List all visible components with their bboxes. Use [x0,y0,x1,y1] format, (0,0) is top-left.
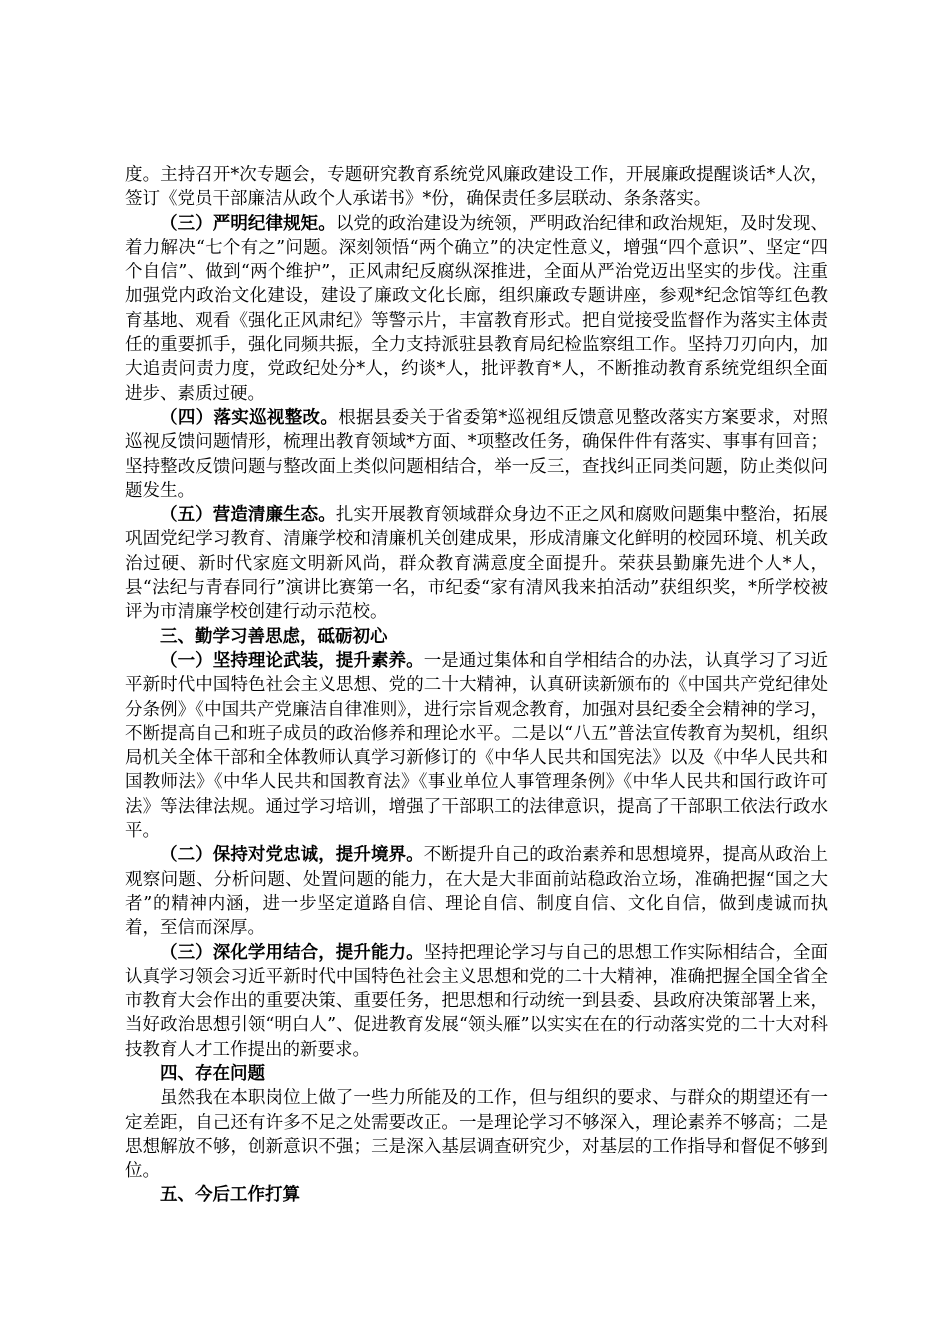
section-heading-5: 五、今后工作打算 [160,1185,300,1206]
section-heading-4: 四、存在问题 [160,1063,265,1084]
paragraph-clean-ecology [125,503,828,624]
paragraph-body: 以党的政治建设为统领，严明政治纪律和政治规矩，及时发现、着力解决“七个有之”问题。深刻领悟“两个确立”的决定性意义，增强“四个意识”、坚定“四个自信”、做到“两个维护”，正风肃纪反腐纵深推进，全面从严治党迈出坚实的步伐。注重加强党内政治文化建设，建设了廉政文化长廊，组织廉政专题讲座，参观*纪念馆等红色教育基地、观看《强化正风肃纪》等警示片，丰富教育形式。把自觉接受监督作为落实主体责任的重要抓手，强化同频共振，全力支持派驻县教育局纪检监察组工作。坚持刀刃向内，加大追责问责力度，党政纪处分*人，约谈*人，批评教育*人，不断推动教育系统党组织全面进步、素质过硬。 [125,213,828,404]
paragraph-body: 一是通过集体和自学相结合的办法，认真学习了习近平新时代中国特色社会主义思想、党的二十大精神，认真研读新颁布的《中国共产党纪律处分条例》《中国共产党廉洁自律准则》，进行宗旨观念教育，加强对县纪委全会精神的学习，不断提高自己和班子成员的政治修养和理论水平。二是以“八五”普法宣传教育为契机，组织局机关全体干部和全体教师认真学习新修订的《中华人民共和国宪法》以及《中华人民共和国教师法》《中华人民共和国教育法》《事业单位人事管理条例》《中华人民共和国行政许可法》等法律法规。通过学习培训，增强了干部职工的法律意识，提高了干部职工依法行政水平。 [125,650,829,842]
paragraph-inspection [125,406,828,503]
section-heading-3: 三、勤学习善思虑，砥砺初心 [160,626,388,647]
paragraph-body: 坚持把理论学习与自己的思想工作实际相结合，全面认真学习领会习近平新时代中国特色社会主义思想和党的二十大精神，准确把握全国全省全市教育大会作出的重要决策、重要任务，把思想和行动统一到县委、县政府决策部署上来，当好政治思想引领“明白人”、促进教育发展“领头雁”以实实在在的行动落实党的二十大对科技教育人才工作提出的新要求。 [125,942,829,1060]
paragraph-loyalty [125,843,828,940]
paragraph-lead: （三）深化学用结合，提升能力。 [160,942,424,963]
paragraph-theory [125,649,828,843]
paragraph-problems: 虽然我在本职岗位上做了一些力所能及的工作，但与组织的要求、与群众的期望还有一定差距，自己还有许多不足之处需要改正。一是理论学习不够深入，理论素养不够高；二是思想解放不够，创新意识不强；三是深入基层调查研究少，对基层的工作指导和督促不够到位。 [125,1088,828,1182]
paragraph-lead: （一）坚持理论武装，提升素养。 [160,650,424,671]
paragraph-body: 根据县委关于省委第*巡视组反馈意见整改落实方案要求，对照巡视反馈问题情形，梳理出教育领域*方面、*项整改任务，确保件件有落实、事事有回音；坚持整改反馈问题与整改面上类似问题相结合，举一反三，查找纠正同类问题，防止类似问题发生。 [125,407,829,501]
paragraph-body: 扎实开展教育领域群众身边不正之风和腐败问题集中整治，拓展巩固党纪学习教育、清廉学校和清廉机关创建成果，形成清廉文化鲜明的校园环境、机关政治过硬、新时代家庭文明新风尚，群众教育满意度全面提升。荣获县勤廉先进个人*人，县“法纪与青春同行”演讲比赛第一名，市纪委“家有清风我来拍活动”获组织奖，*所学校被评为市清廉学校创建行动示范校。 [125,505,828,623]
paragraph-continuation: 度。主持召开*次专题会，专题研究教育系统党风廉政建设工作，开展廉政提醒谈话*人次，签订《党员干部廉洁从政个人承诺书》*份，确保责任多层联动、条条落实。 [125,165,828,210]
paragraph-discipline [125,212,828,406]
paragraph-lead: （四）落实巡视整改。 [160,407,339,428]
paragraph-lead: （二）保持对党忠诚，提升境界。 [160,845,424,866]
paragraph-application [125,941,828,1062]
document-page [125,163,828,1208]
paragraph-body: 不断提升自己的政治素养和思想境界，提高从政治上观察问题、分析问题、处置问题的能力，在大是大非面前站稳政治立场，准确把握“国之大者”的精神内涵，进一步坚定道路自信、理论自信、制度自信、文化自信，做到虔诚而执着，至信而深厚。 [125,845,829,939]
paragraph-lead: （五）营造清廉生态。 [160,505,336,526]
paragraph-lead: （三）严明纪律规矩。 [160,213,336,234]
